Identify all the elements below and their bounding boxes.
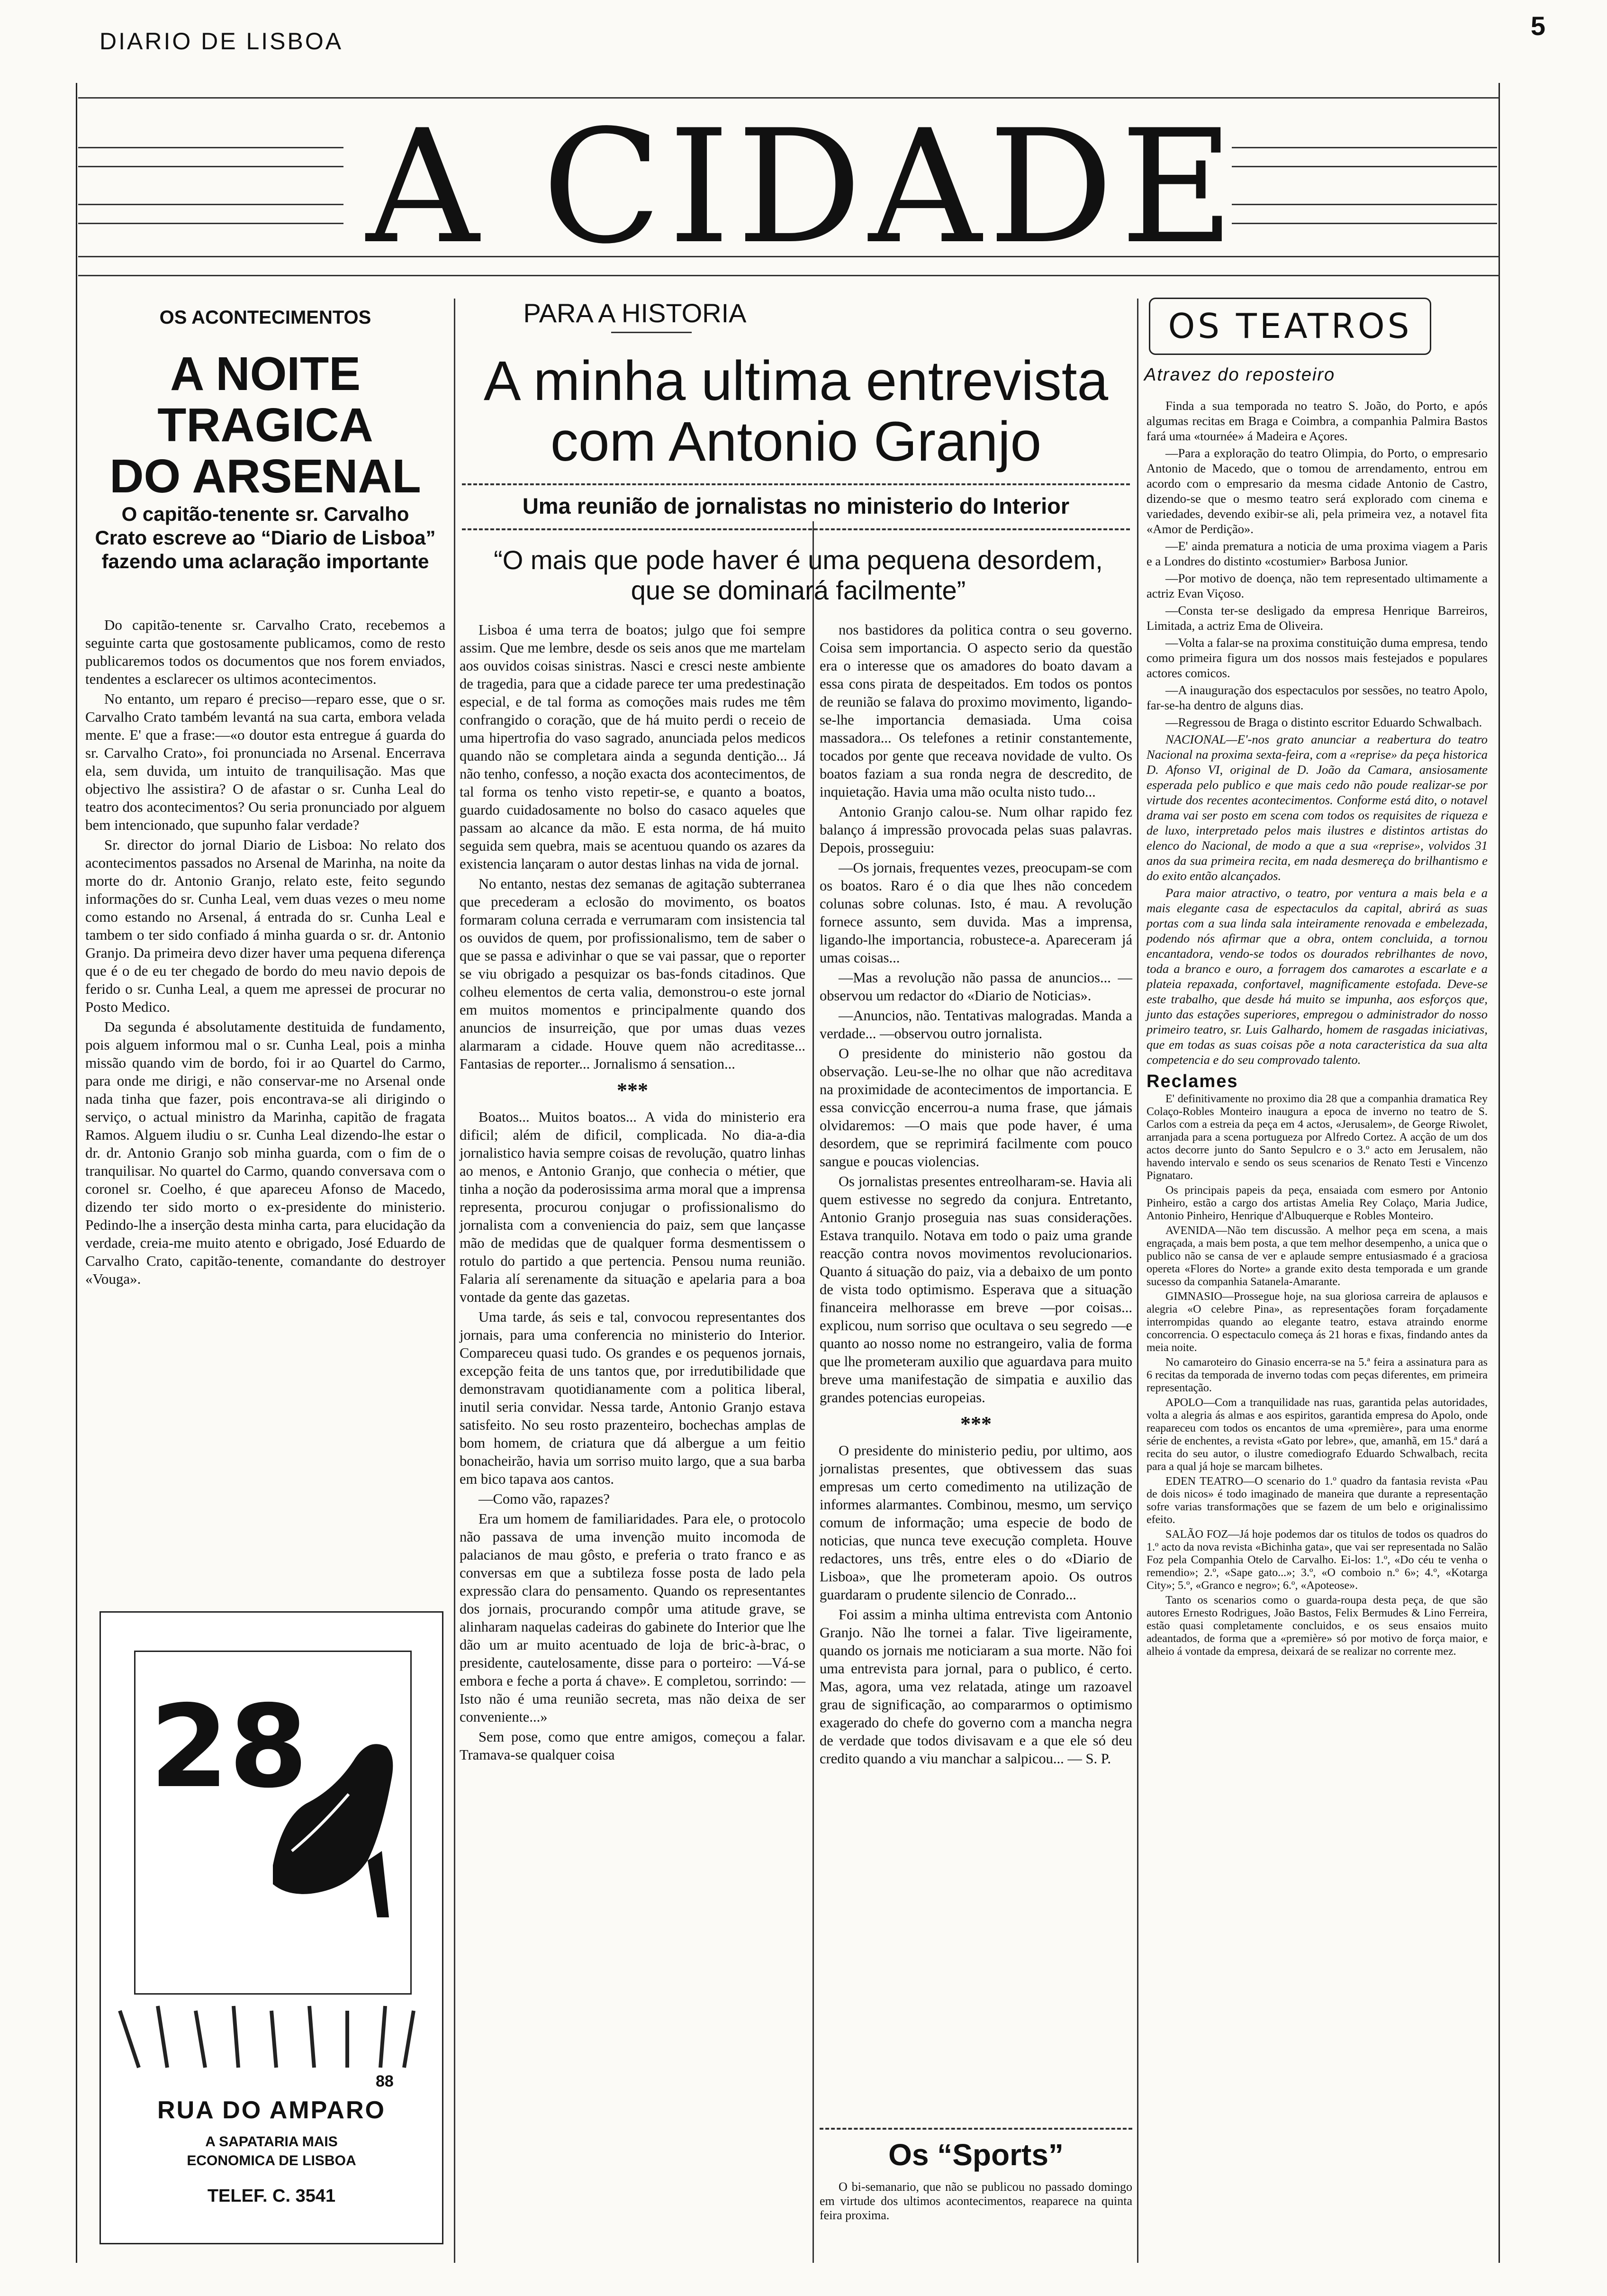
paragraph: Uma tarde, ás seis e tal, convocou representantes dos jornais, para uma conferencia no ministerio do Interior. Compareceu quasi tudo. Os grandes e os pequenos jornais, excepção feita de uns tantos que, por irredutibilidade que demonstravam quotidianamente com a politica liberal, inutil seria convidar. Nessa tarde, Antonio Granjo estava satisfeito. No seu rosto prazenteiro, bochechas amplas de bom homem, de criatura que dá albergue a um feitio bonacheirão, havia um sorriso muito largo, que a sua barba em bico tapava aos cantos. <box>460 1309 805 1487</box>
section-separator: *** <box>960 1412 992 1435</box>
rule <box>611 332 692 333</box>
article-subhead: Uma reunião de jornalistas no ministerio do Interior <box>522 493 1070 518</box>
headline <box>83 348 448 502</box>
paragraph: —Regressou de Braga o distinto escritor Eduardo Schwalbach. <box>1165 715 1482 729</box>
wavy-rule <box>462 528 1130 530</box>
ad-line: ECONOMICA DE LISBOA <box>187 2153 356 2169</box>
paragraph: AVENIDA—Não tem discussão. A melhor peça em scena, a mais engraçada, a mais bem posta, a que tem melhor desempenho, a unica que o publico não se cansa de ver e aplaude sempre entusiasmado é a graciosa opereta «Flores do Norte» a grande exito desta temporada e um grande sucesso da companhia Satanela-Amarante. <box>1147 1225 1488 1288</box>
headline-line: A NOITE TRAGICA <box>157 347 373 452</box>
paragraph: No camaroteiro do Ginasio encerra-se na 5.ª feira a assinatura para as 6 recitas da temporada de inverno todas com peças diferentes, em primeira representação. <box>1147 1356 1488 1394</box>
paragraph: Para maior atractivo, o teatro, por ventura a mais bela e a mais elegante casa de espectaculos da capital, abrirá as suas portas com a sua linda sala inteiramente renovada e embelezada, podendo nós afirmar que a obra, ontem concluida, a tornou encantadora, vendo-se todos os dourados rebrilhantes de novo, toda a branco e ouro, a forragem dos camarotes a escarlate e a plateia repaxada, confortavel, magnificamente estofada. Deve-se este trabalho, que desde há muito se impunha, aos esforços que, junto das estações superiores, empregou o administrador do nosso primeiro teatro, sr. Luis Galhardo, homem de rasgadas iniciativas, que em todas as suas coisas põe a nota caracteristica da sua alta competencia e do seu comprovado talento. <box>1147 886 1488 1067</box>
headline-line: com Antonio Granjo <box>550 410 1042 473</box>
reclames-title: Reclames <box>1147 1071 1238 1091</box>
paragraph: —E' ainda prematura a noticia de uma proxima viagem a Paris e a Londres do distinto «costumier» Barbosa Junior. <box>1147 539 1488 568</box>
paragraph: Os jornalistas presentes entreolharam-se. Havia ali quem estivesse no segredo da conjura. Entretanto, Antonio Granjo proseguia nas suas considerações. Estava tranquilo. Notava em todo o paiz uma grande reacção contra novos movimentos revolucionarios. Quanto á situação do paiz, via a debaixo de um ponto de vista todo optimismo. Esperava que a situação financeira melhorasse em breve —por coisas... explicou, num sorriso que ocultava o seu segredo —e quanto ao nosso nome no estrangeiro, valia de forma que lhe prometeram auxilio que aguardava para muito breve uma manifestação de simpatia e auxilio das grandes potencias europeias. <box>820 1173 1132 1406</box>
paragraph: Foi assim a minha ultima entrevista com Antonio Granjo. Não lhe tornei a falar. Tive ligeiramente, quando os jornais me noticiaram a sua morte. Não foi uma entrevista para jornal, para o publico, é certo. Mas, agora, uma vez relatada, atinge um razoavel grau de significação, ao compararmos o optimismo exagerado do chefe do governo com a mancha negra de verdade que todos divisavam e a que ele só deu credito quando a viu manchar a salpicou... — S. P. <box>820 1606 1132 1767</box>
paragraph: Da segunda é absolutamente destituida de fundamento, pois alguem informou mal o sr. Cunha Leal, pois a minha missão quando vim de bordo, foi ir ao Quartel do Carmo, para onde me dirigi, e não conservar-me no Arsenal onde nada tinha que fazer, pois encontrava-se ali dirigindo o serviço, o actual ministro da Marinha, capitão de fragata Ramos. Alguem iludiu o sr. Cunha Leal dizendo-lhe estar o dr. dr. Antonio Granjo sob minha guarda, com o fim de o tranquilisar. No quartel do Carmo, quando conversava com o coronel sr. Coelho, é que apareceu Afonso de Macedo, dizendo ter sido morto o ex-presidente do ministerio. Pedindo-lhe a inserção desta minha carta, para elucidação da verdade, creia-me muito atento e obrigado, José Eduardo de Carvalho Crato, capitão-tenente, comandante do destroyer «Vouga». <box>85 1018 445 1287</box>
page-number: 5 <box>1530 11 1545 41</box>
wavy-rule <box>820 2128 1132 2130</box>
paragraph: No entanto, um reparo é preciso—reparo esse, que o sr. Carvalho Crato também levantá na sua carta, embora velada mente. E' que a frase:—«o doutor esta entregue á guarda do sr. Carvalho Crato», foi pronunciada no Arsenal. Encerrava ela, sem duvida, um intuito de tranquilisação. Mas que objectivo lhe assistira? O de afastar o sr. Cunha Leal do teatro dos acontecimentos? Ou seria pronunciado por alguem bem intencionado, que supunho falar verdade? <box>85 690 445 833</box>
paragraph: —Por motivo de doença, não tem representado ultimamente a actriz Evan Viçoso. <box>1147 571 1488 600</box>
paragraph: Boatos... Muitos boatos... A vida do ministerio era dificil; além de dificil, complicada. No dia-a-dia jornalistico havia sempre coisas de revolução, quatro linhas ao menos, e Antonio Granjo, que conhecia o métier, que tinha a noção da poderosissima arma moral que a imprensa representa, procurou conjugar o profissionalismo do jornalista com a conveniencia do paiz, sem que lançasse mão de medidas que de qualquer forma desmentissem o rotulo do partido a que pertencia. Pensou numa reunião. Falaria alí serenamente da situação e apelaria para a boa vontade da gente das gazetas. <box>460 1109 805 1305</box>
paragraph: Antonio Granjo calou-se. Num olhar rapido fez balanço á impressão provocada pelas suas palavras. Depois, prosseguiu: <box>820 804 1132 856</box>
article-body <box>460 621 805 1766</box>
paragraph: Era um homem de familiaridades. Para ele, o protocolo não passava de uma invenção muito incomoda de palacianos de mau gôsto, e preferia o trato franco e as conversas em que a subtileza fosse posta de lado pela expressão clara do pensamento. Quando os representantes dos jornais, procurando compôr uma atitude grave, se alinharam naquelas cadeiras do gabinete do Interior que lhe dão um ar muito acentuado de loja de bric-à-brac, o presidente, cautelosamente, disse para o porteiro: —Vá-se embora e feche a porta á chave». E completou, sorrindo: —Isto não é uma reunião secreta, mas não deixa de ser conveniente...» <box>460 1511 805 1725</box>
headline-line: A minha ultima entrevista <box>483 350 1109 412</box>
sports-notice <box>820 2128 1132 2223</box>
paragraph: APOLO—Com a tranquilidade nas ruas, garantida pelas autoridades, volta a alegria ás almas e aos espiritos, garantida empresa do Apolo, onde reapareceu com todos os encantos de uma «première», para uma enorme série de enchentes, a revista «Gato por lebre», que, amanhã, em 15.ª dará a recita do seu autor, o ilustre comediografo Eduardo Schwalbach, recita para a qual já hoje se marcam bilhetes. <box>1147 1397 1488 1473</box>
paragraph: Sr. director do jornal Diario de Lisboa: No relato dos acontecimentos passados no Arsenal de Marinha, na noite da morte do dr. Antonio Granjo, relato este, feito segundo informações do sr. Cunha Leal, vem duas vezes o meu nome como estando no Arsenal, á entrada do sr. Cunha Leal e tambem o ter sido confiado á minha guarda o sr. dr. Antonio Granjo. Da primeira devo dizer haver uma pequena diferença que é o de eu ter chegado de bordo do meu navio depois de ferido o sr. Cunha Leal, a quem me apressei de procurar no Posto Medico. <box>85 836 445 1015</box>
paragraph: EDEN TEATRO—O scenario do 1.º quadro da fantasia revista «Pau de dois nicos» é todo imaginado de maneira que durante a representação sofre varias transformações que se fazem de um belo e originalissimo efeito. <box>1147 1475 1488 1526</box>
ad-phone: TELEF. C. 3541 <box>207 2186 336 2206</box>
paragraph: No entanto, nestas dez semanas de agitação subterranea que precederam a eclosão do movimento, os boatos formaram coluna cerrada e verrumaram com insistencia tal os ouvidos de quem, por profissionalismo, tem de saber o que se passa e adivinhar o que se vai passar, que o reporter se viu obrigado a pesquizar os bas-fonds citadinos. Que colheu elementos de certa valia, demonstrou-o este jornal em muitos momentos e principalmente quando dos anuncios de insurreição, que por umas duas vezes alarmaram a cidade. Houve quem não acreditasse... Fantasias de reporter... Jornalismo á sensation... <box>460 876 805 1072</box>
feet-illustration-icon <box>110 2001 433 2072</box>
paragraph: Do capitão-tenente sr. Carvalho Crato, recebemos a seguinte carta que gostosamente publicamos, como de resto publicaremos todos os documentos que nos forem enviados, tendentes a esclarecer os ultimos acontecimentos. <box>85 617 445 687</box>
ad-line: A SAPATARIA MAIS <box>205 2134 338 2150</box>
paragraph: —Mas a revolução não passa de anuncios... —observou um redactor do «Diario de Noticias». <box>820 970 1132 1004</box>
paragraph: NACIONAL—E'-nos grato anunciar a reabertura do teatro Nacional na proxima sexta-feira, com a «reprise» da peça historica D. Afonso VI, original de D. João da Camara, ansiosamente esperada pelo publico e que mais cedo não poude realizar-se por virtude dos recentes acontecimentos. Conforme está dito, o notavel drama vai ser posto em scena com todos os requisites de riqueza e de luxo, interpretado pelos mais ilustres e distintos artistas do elenco do Nacional, de modo a que a sua «reprise», volvidos 31 anos da sua primeira recita, em nada desmereça do brilhantismo e do exito então alcançados. <box>1147 732 1488 883</box>
paragraph: Sem pose, como que entre amigos, começou a falar. Tramava-se qualquer coisa <box>460 1729 805 1763</box>
ad-frame <box>134 1651 412 1995</box>
section-label: PARA A HISTORIA <box>523 298 747 328</box>
sports-title: Os “Sports” <box>888 2138 1064 2172</box>
paragraph: E' definitivamente no proximo dia 28 que a companhia dramatica Rey Colaço-Robles Monteiro inaugura a epoca de inverno no teatro de S. Carlos com a estreia da peça em 4 actos, «Jerusalem», de George Riwolet, arranjada para a scena portugueza por Alfredo Cortez. A acção de um dos actos decorre junto do Santo Sepulcro e o 3.º acto em Jerusalem, não havendo intervalo e sendo os seus scenarios de Renato Testi e Vincenzo Pignataro. <box>1147 1093 1488 1182</box>
page-title: A CIDADE <box>366 96 1241 278</box>
column-rule <box>1137 299 1138 2263</box>
paragraph: —Como vão, rapazes? <box>478 1491 610 1507</box>
section-label: OS ACONTECIMENTOS <box>159 307 371 328</box>
article-body <box>820 621 1132 1770</box>
center-headline <box>457 351 1135 472</box>
ad-number: 28 <box>150 1680 308 1813</box>
paragraph: —Para a exploração do teatro Olimpia, do Porto, o empresario Antonio de Macedo, que o tomou de arrendamento, entrou em acordo com o empresario da mesma cidade Antonio de Castro, dizendo-se que o mesmo teatro será explorado com cinema e variedades, devendo exibir-se ali, pela primeira vez, a notavel fita «Amor de Perdição». <box>1147 446 1488 536</box>
paragraph: Finda a sua temporada no teatro S. João, do Porto, e após algumas recitas em Braga e Coimbra, a companhia Palmira Bastos fará uma «tournée» á Madeira e Açores. <box>1147 399 1488 443</box>
paragraph: Lisboa é uma terra de boatos; julgo que foi sempre assim. Que me lembre, desde os seis anos que me martelam aos ouvidos coisas sinistras. Nasci e cresci neste ambiente de tragedia, para que a cidade parece ter uma predestinação especial, e de tal forma as comoções mais rudes me têm confrangido o coração, que de há muito perdi o receio de uma hipertrofia do vaso sagrado, anunciada pelos medicos quando não se completara ainda a segunda dentição... Já não tenho, confesso, a noção exacta dos acontecimentos, de tal forma os tenho visto repetir-se, e quanto a boatos, guardo cuidadosamente no bolso do casaco aqueles que passam ao alcance da mão. E esta norma, de há muito seguida sem quebra, mais se acentuou quando os azares da existencia lançaram o autor destas linhas na vida de jornal. <box>460 622 805 872</box>
theatre-section-title: OS TEATROS <box>1149 298 1431 355</box>
article-subhead: O capitão-tenente sr. Carvalho Crato escreve ao “Diario de Lisboa” fazendo uma aclaração importante <box>95 503 436 572</box>
paragraph: —Consta ter-se desligado da empresa Henrique Barreiros, Limitada, a actriz Ema de Oliveira. <box>1147 603 1488 633</box>
shoe-advertisement <box>99 1611 443 2244</box>
article-body <box>85 616 445 1290</box>
paragraph: —Os jornais, frequentes vezes, preocupam-se com os boatos. Raro é o dia que lhes não concedem colunas sobre colunas. Isto, é mau. A revolução fornece assunto, sem duvida. Mas a imprensa, ligando-lhe importancia, robustece-a. Apareceram já umas coisas... <box>820 860 1132 966</box>
paragraph: Tanto os scenarios como o guarda-roupa desta peça, de que são autores Ernesto Rodrigues, João Bastos, Felix Bermudes & Lino Ferreira, estão quasi completamente concluidos, e os seus ensaios muito adeantados, de forma que a «première» só por motivo de força maior, e alheio á vontade da empresa, deixará de se realizar no corrente mez. <box>1147 1594 1488 1658</box>
shoe-icon <box>254 1709 406 1936</box>
section-subhead: Atravez do reposteiro <box>1144 365 1336 385</box>
paragraph: —Anuncios, não. Tentativas malogradas. Manda a verdade... —observou outro jornalista. <box>820 1007 1132 1042</box>
paragraph: SALÃO FOZ—Já hoje podemos dar os titulos de todos os quadros do 1.º acto da nova revista «Bichinha gata», que vai ser representada no Salão Foz pela Companhia Otelo de Carvalho. Ei-los: 1.º, «Do céu te venha o remendio»; 2.º, «Sape gato...»; 3.º, «O comboio n.º 6»; 4.º, «Kotarga City»; 5.º, «Granco e negro»; 6.º, «Apoteose». <box>1147 1528 1488 1592</box>
newspaper-masthead: DIARIO DE LISBOA <box>99 28 343 54</box>
section-separator: *** <box>617 1079 648 1102</box>
paragraph: O presidente do ministerio não gostou da observação. Leu-se-lhe no olhar que não acreditava na proximidade de acontecimentos de importancia. E essa convicção encerrou-a numa frase, que jámais olvidaremos: —O mais que pode haver, é uma desordem, que se reprimirá facilmente com pouco sangue e poucas violencias. <box>820 1045 1132 1170</box>
theatre-news <box>1147 398 1488 1660</box>
paragraph: —A inauguração dos espectaculos por sessões, no teatro Apolo, far-se-ha dentro de alguns dias. <box>1147 683 1488 712</box>
paragraph: —Volta a falar-se na proxima constituição duma empresa, tendo como primeira figura um dos nossos mais festejados e populares actores comicos. <box>1147 635 1488 680</box>
paragraph: GIMNASIO—Prossegue hoje, na sua gloriosa carreira de aplausos e alegria «O celebre Pina», as representações foram forçadamente interrompidas quando ao elegante teatro, estava atraindo enorme concorrencia. O espectaculo começa ás 21 horas e fixas, findando antes da meia noite. <box>1147 1290 1488 1354</box>
paragraph: nos bastidores da politica contra o seu governo. Coisa sem importancia. O aspecto serio da questão era o interesse que os amadores do boato davam a essa cons pirata de despeitados. Em todos os pontos de reunião se falava do proximo movimento, ligando-se-lhe importancia demasiada. Uma coisa massadora... Os telefones a retinir constantemente, tocados por gente que receava novidade de vulto. Os boatos faziam a sua ronda negra de descredito, de inquietação. Havia uma mão oculta nisto tudo... <box>820 622 1132 800</box>
sports-text: O bi-semanario, que não se publicou no passado domingo em virtude dos ultimos acontecimentos, reaparece na quinta feira proxima. <box>820 2180 1132 2222</box>
wavy-rule <box>462 483 1130 485</box>
paragraph: O presidente do ministerio pediu, por ultimo, aos jornalistas presentes, que obtivessem das suas empresas um certo comedimento na utilização de informes alarmantes. Combinou, mesmo, um serviço comum de informação; uma especie de bodo de noticias, que nunca teve execução completa. Houve redactores, uns três, entre eles o do «Diario de Lisboa», que lhe prometeram apoio. Os outros guardaram o prudente silencio de Conrado... <box>820 1443 1132 1603</box>
ad-street: RUA DO AMPARO <box>157 2096 386 2124</box>
paragraph: Os principais papeis da peça, ensaiada com esmero por Antonio Pinheiro, estão a cargo dos artistas Amelia Rey Colaço, Maria Judice, Antonio Pinheiro, Henrique d'Albuquerque e Robles Monteiro. <box>1147 1184 1488 1222</box>
column-rule <box>454 299 455 2263</box>
headline-line: DO ARSENAL <box>109 450 421 503</box>
article-quote: “O mais que pode haver é uma pequena desordem, que se dominará facilmente” <box>494 545 1103 605</box>
column-rule <box>813 521 814 2263</box>
ad-mark: 88 <box>376 2072 394 2090</box>
